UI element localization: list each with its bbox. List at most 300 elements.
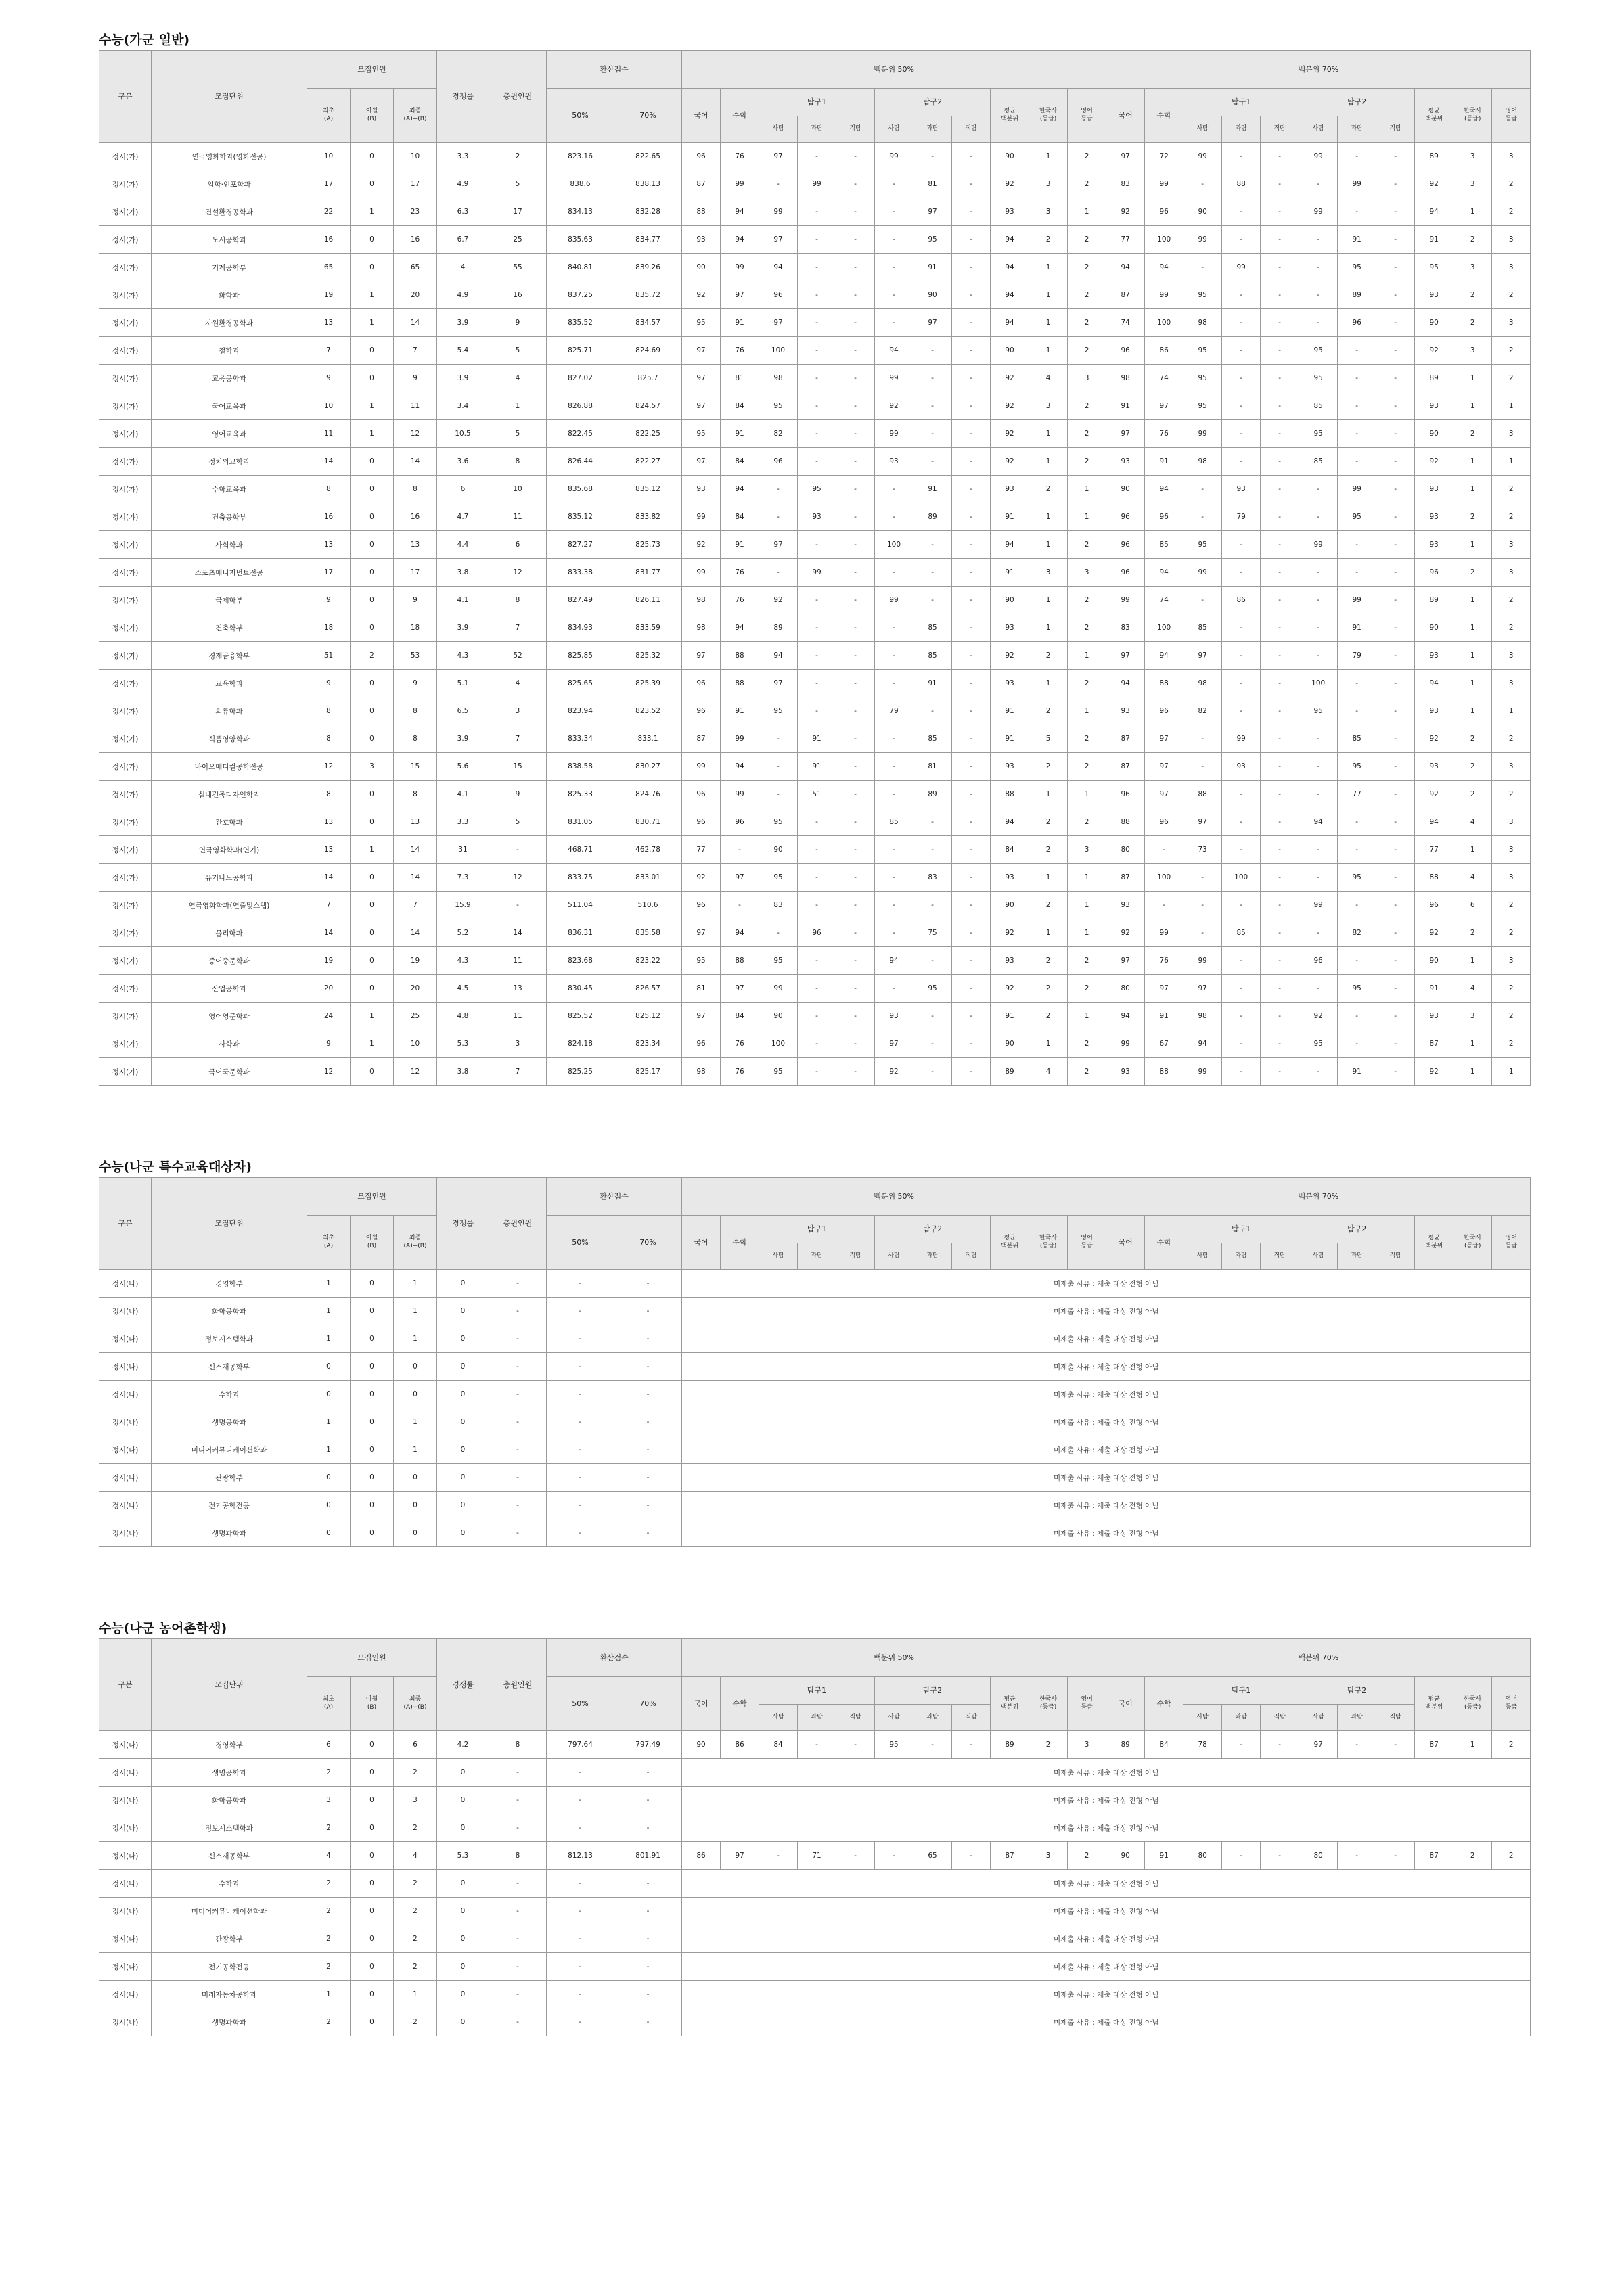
header-vocational-2-50: 직탐 — [952, 1243, 991, 1270]
table-cell: 3 — [1068, 365, 1106, 392]
table-cell: 0 — [307, 1353, 351, 1381]
table-cell: 85 — [914, 614, 952, 642]
table-cell: - — [836, 254, 875, 281]
table-cell: - — [1376, 642, 1415, 670]
table-cell: 정시(가) — [99, 1003, 152, 1030]
table-cell: 91 — [1338, 1058, 1376, 1086]
table-cell: - — [798, 143, 836, 170]
table-cell: - — [1261, 614, 1299, 642]
header-english-grade-70: 영어 등급 — [1492, 89, 1531, 143]
table-cell: 90 — [759, 836, 798, 864]
table-cell: - — [1338, 337, 1376, 365]
table-cell: 0 — [351, 670, 394, 697]
header-converted: 환산점수 — [547, 1639, 682, 1677]
table-cell: 0 — [351, 1492, 394, 1519]
table-cell: 95 — [1299, 420, 1338, 448]
table-cell: 0 — [437, 1325, 489, 1353]
table-cell: 8 — [489, 448, 547, 476]
table-cell: - — [1222, 559, 1261, 587]
table-cell: 연극영화학과(연기) — [152, 836, 307, 864]
header-converted-50: 50% — [547, 1216, 614, 1270]
table-cell: 1 — [394, 1270, 437, 1298]
table-cell: 93 — [1415, 642, 1453, 670]
table-cell: 0 — [351, 476, 394, 503]
table-cell: 99 — [1183, 1058, 1222, 1086]
table-cell: 95 — [798, 476, 836, 503]
table-cell: 정시(가) — [99, 587, 152, 614]
table-cell: 정시(가) — [99, 781, 152, 808]
table-cell: 정시(가) — [99, 836, 152, 864]
table-cell: 833.59 — [614, 614, 682, 642]
table-row — [99, 1519, 1531, 1547]
table-cell: 92 — [1415, 725, 1453, 753]
table-cell: 2 — [1068, 226, 1106, 254]
table-row — [99, 365, 1531, 392]
table-cell: 93 — [1415, 476, 1453, 503]
table-cell: 13 — [307, 309, 351, 337]
table-cell: - — [875, 503, 914, 531]
header-unit: 모집단위 — [152, 1639, 307, 1731]
table-cell: 물리학과 — [152, 919, 307, 947]
table-cell: - — [952, 975, 991, 1003]
table-cell: - — [614, 1298, 682, 1325]
table-cell: - — [489, 892, 547, 919]
table-row — [99, 781, 1531, 808]
table-cell: 92 — [759, 587, 798, 614]
table-cell: - — [489, 1981, 547, 2008]
table-cell: - — [836, 337, 875, 365]
table-cell: 1 — [351, 420, 394, 448]
table-cell: - — [1376, 697, 1415, 725]
table-cell: 90 — [914, 281, 952, 309]
table-cell: - — [1222, 670, 1261, 697]
table-cell: 1 — [1029, 281, 1068, 309]
table-cell: 2 — [1453, 1842, 1492, 1870]
table-cell: 2 — [1068, 531, 1106, 559]
header-average-percentile-50: 평균 백분위 — [991, 89, 1029, 143]
table-row — [99, 559, 1531, 587]
table-cell: - — [1261, 919, 1299, 947]
table-cell: 830.27 — [614, 753, 682, 781]
table-cell: 3.8 — [437, 1058, 489, 1086]
table-cell: 92 — [875, 1058, 914, 1086]
table-cell: 85 — [914, 725, 952, 753]
table-cell: 중어중문학과 — [152, 947, 307, 975]
table-cell: 92 — [991, 919, 1029, 947]
table-cell: 99 — [1183, 559, 1222, 587]
table-cell: - — [1222, 392, 1261, 420]
table-cell: 정시(가) — [99, 281, 152, 309]
header-inquiry2-70: 탐구2 — [1299, 1216, 1415, 1243]
table-cell: - — [836, 1842, 875, 1870]
table-cell: 96 — [1299, 947, 1338, 975]
not-submitted-note: 미제출 사유 : 제출 대상 전형 아님 — [682, 1870, 1531, 1898]
table-cell: 91 — [1338, 226, 1376, 254]
table-cell: 90 — [991, 587, 1029, 614]
table-cell: 정시(나) — [99, 1981, 152, 2008]
table-cell: 10 — [307, 143, 351, 170]
header-math-50: 수학 — [721, 1677, 759, 1731]
table-cell: 정시(가) — [99, 337, 152, 365]
table-cell: - — [1261, 198, 1299, 226]
table-cell: 93 — [991, 947, 1029, 975]
table-cell: 91 — [1338, 614, 1376, 642]
table-cell: - — [875, 836, 914, 864]
table-cell: 4.5 — [437, 975, 489, 1003]
table-cell: 3 — [1492, 226, 1531, 254]
header-science-1-70: 과탐 — [1222, 1705, 1261, 1731]
table-cell: 3 — [1492, 309, 1531, 337]
header-social-2-70: 사탐 — [1299, 1705, 1338, 1731]
table-cell: 826.44 — [547, 448, 614, 476]
table-cell: - — [798, 1731, 836, 1759]
table-cell: 1 — [1068, 919, 1106, 947]
table-cell: 51 — [798, 781, 836, 808]
table-cell: 4.2 — [437, 1731, 489, 1759]
table-cell: 97 — [682, 919, 721, 947]
table-cell: 91 — [991, 503, 1029, 531]
table-cell: 1 — [394, 1325, 437, 1353]
table-cell: 98 — [1183, 670, 1222, 697]
header-science-1-50: 과탐 — [798, 116, 836, 143]
header-social-2-50: 사탐 — [875, 1243, 914, 1270]
table-cell: 5 — [489, 170, 547, 198]
table-cell: 0 — [307, 1492, 351, 1519]
header-korean-history-70: 한국사 (등급) — [1453, 1677, 1492, 1731]
table-row — [99, 1731, 1531, 1759]
table-cell: 1 — [307, 1436, 351, 1464]
table-cell: 93 — [991, 198, 1029, 226]
table-cell: 91 — [1145, 1003, 1183, 1030]
table-cell: 99 — [798, 559, 836, 587]
table-cell: 834.77 — [614, 226, 682, 254]
table-cell: 1 — [307, 1981, 351, 2008]
table-cell: 1 — [1068, 642, 1106, 670]
table-cell: - — [1376, 1731, 1415, 1759]
table-cell: - — [1222, 781, 1261, 808]
table-cell: - — [952, 170, 991, 198]
table-cell: 2 — [1029, 753, 1068, 781]
table-cell: 기계공학부 — [152, 254, 307, 281]
table-row — [99, 753, 1531, 781]
header-korean-50: 국어 — [682, 89, 721, 143]
table-row — [99, 1353, 1531, 1381]
table-cell: - — [759, 1842, 798, 1870]
table-cell: - — [1145, 892, 1183, 919]
table-cell: 5 — [489, 420, 547, 448]
table-cell: - — [875, 642, 914, 670]
table-cell: 0 — [437, 1298, 489, 1325]
table-cell: - — [1222, 531, 1261, 559]
table-cell: - — [952, 559, 991, 587]
table-cell: 86 — [1145, 337, 1183, 365]
table-cell: 812.13 — [547, 1842, 614, 1870]
table-cell: 82 — [1183, 697, 1222, 725]
header-korean-history-70: 한국사 (등급) — [1453, 1216, 1492, 1270]
table-cell: 11 — [307, 420, 351, 448]
table-cell: 3.8 — [437, 559, 489, 587]
table-cell: 90 — [682, 254, 721, 281]
table-cell: 93 — [1415, 753, 1453, 781]
table-cell: 99 — [721, 725, 759, 753]
table-cell: 97 — [1145, 725, 1183, 753]
table-cell: - — [489, 836, 547, 864]
table-cell: - — [1376, 1058, 1415, 1086]
table-cell: 1 — [351, 198, 394, 226]
table-cell: - — [1183, 864, 1222, 892]
table-cell: - — [721, 836, 759, 864]
table-cell: 생명공학과 — [152, 1408, 307, 1436]
table-cell: 0 — [437, 1381, 489, 1408]
table-cell: 14 — [489, 919, 547, 947]
table-cell: 정시(가) — [99, 448, 152, 476]
table-cell: 88 — [1415, 864, 1453, 892]
table-cell: - — [1376, 198, 1415, 226]
table-cell: 93 — [1415, 503, 1453, 531]
table-cell: - — [1145, 836, 1183, 864]
table-cell: 97 — [682, 337, 721, 365]
table-cell: 5 — [1029, 725, 1068, 753]
table-cell: 3 — [1029, 170, 1068, 198]
table-cell: 3.9 — [437, 309, 489, 337]
table-cell: 93 — [991, 476, 1029, 503]
table-cell: 수학교육과 — [152, 476, 307, 503]
table-cell: 0 — [437, 1981, 489, 2008]
table-cell: 96 — [1145, 503, 1183, 531]
table-cell: - — [798, 836, 836, 864]
table-cell: 1 — [1029, 919, 1068, 947]
table-cell: 1 — [351, 309, 394, 337]
header-inquiry2-50: 탐구2 — [875, 89, 991, 116]
table-cell: 94 — [991, 309, 1029, 337]
table-cell: 92 — [1106, 198, 1145, 226]
table-cell: - — [836, 420, 875, 448]
header-inquiry2-70: 탐구2 — [1299, 1677, 1415, 1705]
table-cell: 정시(나) — [99, 1814, 152, 1842]
table-cell: - — [798, 309, 836, 337]
table-cell: 1 — [1029, 337, 1068, 365]
table-cell: 94 — [991, 531, 1029, 559]
table-cell: 정시(나) — [99, 1353, 152, 1381]
table-cell: - — [547, 1298, 614, 1325]
table-cell: - — [1299, 781, 1338, 808]
table-cell: - — [614, 2008, 682, 2036]
table-cell: 1 — [1453, 365, 1492, 392]
table-cell: 1 — [394, 1298, 437, 1325]
table-cell: 823.68 — [547, 947, 614, 975]
table-cell: - — [952, 836, 991, 864]
table-cell: 92 — [991, 420, 1029, 448]
table-cell: - — [489, 2008, 547, 2036]
table-cell: - — [952, 337, 991, 365]
table-cell: - — [1261, 476, 1299, 503]
table-cell: 825.32 — [614, 642, 682, 670]
table-cell: 6 — [394, 1731, 437, 1759]
table-cell: 87 — [1106, 281, 1145, 309]
table-cell: 0 — [437, 2008, 489, 2036]
table-cell: 4.7 — [437, 503, 489, 531]
table-cell: - — [1222, 226, 1261, 254]
table-cell: 1 — [1029, 309, 1068, 337]
header-category: 구분 — [99, 51, 152, 143]
table-cell: 2 — [1029, 476, 1068, 503]
table-cell: 0 — [351, 1519, 394, 1547]
table-cell: 1 — [1029, 531, 1068, 559]
table-cell: - — [547, 1353, 614, 1381]
table-cell: - — [914, 1731, 952, 1759]
table-cell: - — [1376, 1003, 1415, 1030]
table-cell: 3.3 — [437, 143, 489, 170]
table-cell: 2 — [394, 1925, 437, 1953]
table-cell: - — [914, 392, 952, 420]
table-cell: - — [875, 753, 914, 781]
table-cell: - — [952, 753, 991, 781]
table-cell: 7 — [394, 892, 437, 919]
table-cell: 74 — [1106, 309, 1145, 337]
table-cell: 정보시스템학과 — [152, 1325, 307, 1353]
table-cell: 65 — [394, 254, 437, 281]
table-cell: 20 — [307, 975, 351, 1003]
table-cell: - — [1376, 226, 1415, 254]
table-cell: 76 — [721, 1058, 759, 1086]
table-cell: 0 — [351, 1759, 394, 1787]
table-cell: 정시(가) — [99, 392, 152, 420]
table-cell: 90 — [1415, 947, 1453, 975]
table-cell: 0 — [437, 1953, 489, 1981]
table-cell: 95 — [1338, 503, 1376, 531]
table-cell: 2 — [1492, 587, 1531, 614]
table-cell: - — [1299, 254, 1338, 281]
table-cell: 94 — [1415, 808, 1453, 836]
section-na-special-education — [99, 1157, 1527, 1547]
table-cell: 77 — [1338, 781, 1376, 808]
table-cell: - — [489, 1298, 547, 1325]
table-row — [99, 1953, 1531, 1981]
header-percentile-70: 백분위 70% — [1106, 51, 1531, 89]
table-cell: - — [1222, 281, 1261, 309]
table-cell: 98 — [1106, 365, 1145, 392]
table-cell: 2 — [1492, 198, 1531, 226]
table-cell: 95 — [759, 947, 798, 975]
header-english-grade-50: 영어 등급 — [1068, 1677, 1106, 1731]
table-cell: - — [875, 919, 914, 947]
table-cell: 831.77 — [614, 559, 682, 587]
table-cell: 임학·인포학과 — [152, 170, 307, 198]
table-cell: 9 — [394, 587, 437, 614]
table-cell: - — [1261, 1058, 1299, 1086]
table-row — [99, 1842, 1531, 1870]
table-cell: - — [836, 198, 875, 226]
table-cell: - — [489, 1787, 547, 1814]
table-cell: 85 — [1338, 725, 1376, 753]
table-cell: - — [614, 1519, 682, 1547]
table-cell: 정시(나) — [99, 1436, 152, 1464]
header-category: 구분 — [99, 1639, 152, 1731]
table-cell: - — [875, 1842, 914, 1870]
table-cell: 3 — [1492, 254, 1531, 281]
table-cell: 826.11 — [614, 587, 682, 614]
header-social-1-70: 사탐 — [1183, 116, 1222, 143]
table-cell: 1 — [1492, 448, 1531, 476]
table-cell: - — [489, 1759, 547, 1787]
table-row — [99, 254, 1531, 281]
table-cell: - — [1299, 309, 1338, 337]
table-row — [99, 1787, 1531, 1814]
table-cell: 3 — [394, 1787, 437, 1814]
table-cell: 경영학부 — [152, 1270, 307, 1298]
table-cell: 정시(가) — [99, 365, 152, 392]
table-cell: 97 — [1106, 947, 1145, 975]
header-social-2-50: 사탐 — [875, 116, 914, 143]
table-cell: 2 — [1068, 587, 1106, 614]
table-cell: - — [798, 1030, 836, 1058]
table-cell: - — [952, 642, 991, 670]
table-cell: 824.57 — [614, 392, 682, 420]
table-cell: 3 — [1492, 670, 1531, 697]
table-cell: 96 — [682, 808, 721, 836]
table-cell: 1 — [1492, 1058, 1531, 1086]
table-cell: - — [1261, 781, 1299, 808]
table-cell: 91 — [1415, 975, 1453, 1003]
table-cell: 8 — [307, 781, 351, 808]
table-cell: 95 — [759, 697, 798, 725]
table-cell: 18 — [307, 614, 351, 642]
table-cell: 87 — [1415, 1731, 1453, 1759]
header-average-percentile-70: 평균 백분위 — [1415, 89, 1453, 143]
table-cell: 91 — [721, 309, 759, 337]
table-cell: 97 — [1145, 392, 1183, 420]
table-row — [99, 503, 1531, 531]
table-cell: 5.2 — [437, 919, 489, 947]
table-cell: 1 — [489, 392, 547, 420]
table-cell: 2 — [1029, 226, 1068, 254]
table-cell: 0 — [351, 531, 394, 559]
header-inquiry2-50: 탐구2 — [875, 1677, 991, 1705]
header-inquiry1-50: 탐구1 — [759, 1677, 875, 1705]
table-cell: 정시(가) — [99, 614, 152, 642]
table-cell: 17 — [307, 559, 351, 587]
table-cell: 0 — [351, 2008, 394, 2036]
table-cell: - — [1222, 892, 1261, 919]
header-science-2-50: 과탐 — [914, 1243, 952, 1270]
table-cell: 1 — [1453, 198, 1492, 226]
table-cell: 80 — [1183, 1842, 1222, 1870]
table-cell: 826.88 — [547, 392, 614, 420]
table-cell: 1 — [1453, 947, 1492, 975]
table-row — [99, 448, 1531, 476]
table-cell: - — [952, 1731, 991, 1759]
table-cell: - — [952, 281, 991, 309]
table-cell: 사학과 — [152, 1030, 307, 1058]
table-cell: 81 — [914, 170, 952, 198]
table-cell: 정시(나) — [99, 2008, 152, 2036]
table-cell: - — [1261, 642, 1299, 670]
table-cell: 2 — [1068, 170, 1106, 198]
table-cell: 2 — [1453, 781, 1492, 808]
table-cell: 94 — [991, 281, 1029, 309]
table-cell: - — [836, 365, 875, 392]
table-cell: - — [836, 1058, 875, 1086]
header-korean-70: 국어 — [1106, 1677, 1145, 1731]
table-row — [99, 947, 1531, 975]
table-cell: 정시(가) — [99, 531, 152, 559]
table-cell: 1 — [1453, 697, 1492, 725]
table-cell: 510.6 — [614, 892, 682, 919]
table-cell: 0 — [351, 587, 394, 614]
table-cell: - — [1222, 975, 1261, 1003]
table-cell: - — [614, 1492, 682, 1519]
table-cell: - — [836, 448, 875, 476]
